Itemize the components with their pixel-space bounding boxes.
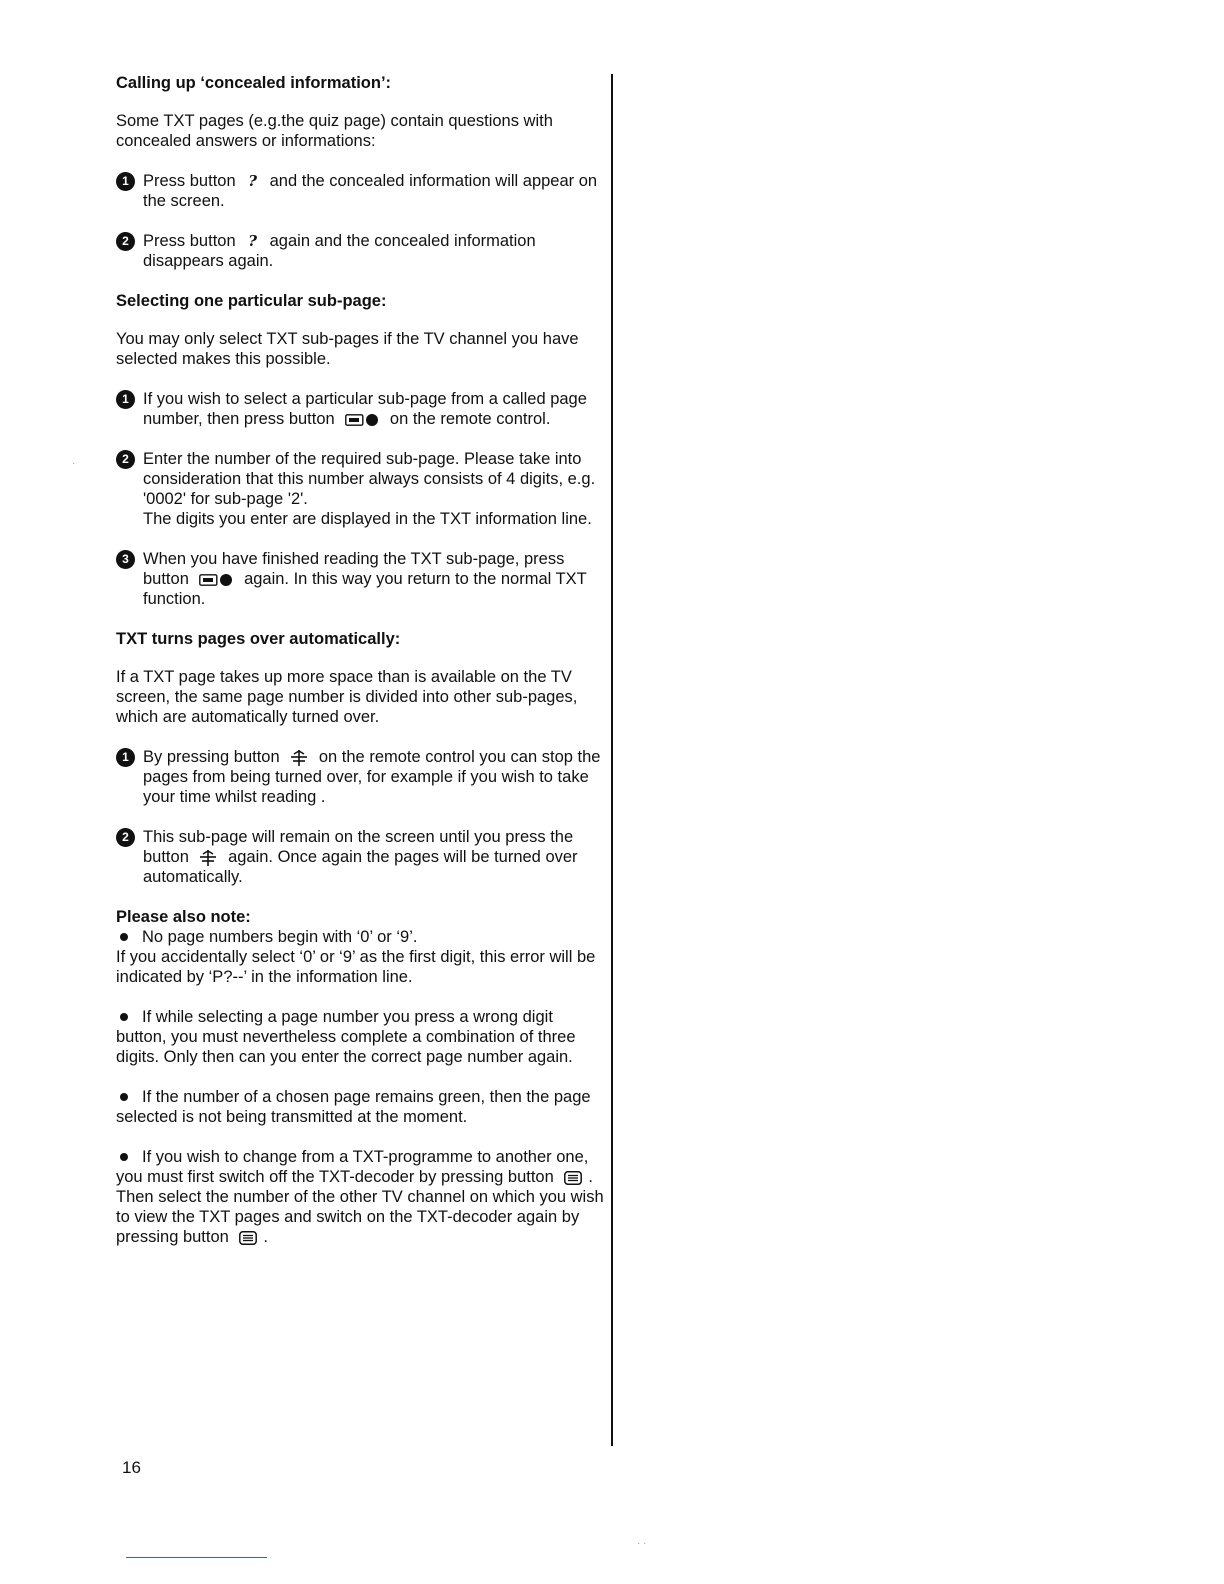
note-item	[116, 1007, 604, 1067]
step-number-badge: 1	[116, 390, 135, 409]
step-text: When you have finished reading the TXT sub-page, press button	[143, 550, 565, 588]
step-number-badge: 1	[116, 172, 135, 191]
section-heading-auto-turn: TXT turns pages over automatically:	[116, 630, 401, 648]
section-heading-sub-page: Selecting one particular sub-page:	[116, 292, 387, 310]
step-text: Enter the number of the required sub-page. Please take into consideration that this number always consists of 4 digits, e.g. '0002' for sub-page '2'.	[143, 450, 596, 508]
step-text: again and the concealed information disappears again.	[143, 232, 536, 270]
bullet-icon	[120, 1013, 128, 1021]
note-text: If you accidentally select ‘0’ or ‘9’ as the first digit, this error will be indicated by ‘P?--’ in the information line.	[116, 948, 596, 986]
section-intro: If a TXT page takes up more space than is available on the TV screen, the same page number is divided into other sub-pages, which are automatically turned over.	[116, 668, 578, 726]
step-text: Press button	[143, 232, 236, 250]
bullet-icon	[120, 1153, 128, 1161]
subpage-icon	[199, 573, 233, 587]
note-text: . Then select the number of the other TV channel on which you wish to view the TXT pages and switch on the TXT-decoder again by pressing button	[116, 1168, 604, 1246]
step-text: If you wish to select a particular sub-page from a called page number, then press button	[143, 390, 587, 428]
step-number-badge: 2	[116, 232, 135, 251]
notes-heading: Please also note:	[116, 908, 251, 926]
step-text: again. Once again the pages will be turned over automatically.	[143, 848, 578, 886]
step-item	[116, 747, 604, 807]
reveal-icon: ?	[248, 232, 258, 250]
step-text: By pressing button	[143, 748, 280, 766]
step-item	[116, 171, 604, 211]
step-number-badge: 2	[116, 828, 135, 847]
step-item	[116, 389, 604, 429]
step-text: again. In this way you return to the normal TXT function.	[143, 570, 587, 608]
step-number-badge: 1	[116, 748, 135, 767]
section-heading-concealed-info: Calling up ‘concealed information’:	[116, 74, 392, 92]
step-text: on the remote control you can stop the pages from being turned over, for example if you wish to take your time whilst reading .	[143, 748, 601, 806]
column-divider	[611, 74, 613, 1446]
teletext-icon	[564, 1171, 582, 1185]
bullet-icon	[120, 933, 128, 941]
hold-icon	[199, 850, 217, 866]
note-text: If the number of a chosen page remains green, then the page selected is not being transmitted at the moment.	[116, 1088, 591, 1126]
note-text: If while selecting a page number you press a wrong digit button, you must nevertheless complete a combination of three digits. Only then can you enter the correct page number again.	[116, 1008, 576, 1066]
note-item	[116, 927, 604, 987]
page-number: 16	[122, 1458, 141, 1477]
note-text: No page numbers begin with ‘0’ or ‘9’.	[142, 928, 418, 946]
bullet-icon	[120, 1093, 128, 1101]
note-text: .	[263, 1228, 269, 1246]
step-text: Press button	[143, 172, 236, 190]
scan-speck: ·	[72, 458, 76, 469]
section-intro: Some TXT pages (e.g.the quiz page) contain questions with concealed answers or informations:	[116, 112, 553, 150]
subpage-icon	[345, 413, 379, 427]
step-number-badge: 2	[116, 450, 135, 469]
step-item	[116, 827, 604, 887]
bottom-rule	[126, 1557, 267, 1558]
step-number-badge: 3	[116, 550, 135, 569]
hold-icon	[290, 750, 308, 766]
section-intro: You may only select TXT sub-pages if the TV channel you have selected makes this possible.	[116, 330, 579, 368]
teletext-icon	[239, 1231, 257, 1245]
text-column	[116, 73, 604, 1267]
step-text: This sub-page will remain on the screen until you press the button	[143, 828, 574, 866]
step-text: The digits you enter are displayed in the TXT information line.	[143, 510, 592, 528]
step-item	[116, 449, 604, 529]
note-text: If you wish to change from a TXT-programme to another one, you must first switch off the TXT-decoder by pressing button	[116, 1148, 589, 1186]
step-text: on the remote control.	[389, 410, 551, 428]
scan-speck: · ·	[637, 1538, 647, 1549]
step-item	[116, 231, 604, 271]
note-item	[116, 1147, 604, 1247]
note-item	[116, 1087, 604, 1127]
reveal-icon: ?	[248, 172, 258, 190]
step-item	[116, 549, 604, 609]
step-text: and the concealed information will appear on the screen.	[143, 172, 598, 210]
